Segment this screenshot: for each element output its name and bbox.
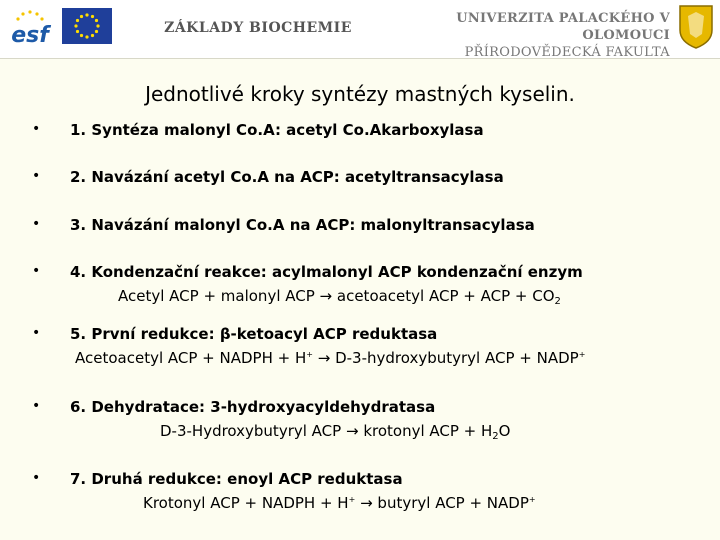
equation-reactants: Acetoacetyl ACP + NADPH + H <box>75 349 307 367</box>
subscript: 2 <box>554 296 561 307</box>
arrow-icon: → <box>319 287 333 305</box>
step-title: 5. První redukce: β-ketoacyl ACP reduktasa <box>70 325 438 343</box>
bullet: • <box>32 216 41 232</box>
bullet: • <box>32 398 41 414</box>
reaction-equation <box>143 494 536 512</box>
bullet: • <box>32 168 41 184</box>
course-title: ZÁKLADY BIOCHEMIE <box>164 20 352 36</box>
esf-text: esf <box>11 23 49 48</box>
superscript: + <box>578 350 586 359</box>
step-title: 6. Dehydratace: 3-hydroxyacyldehydratasa <box>70 398 436 416</box>
reaction-equation <box>118 287 561 307</box>
arrow-icon: → <box>345 422 359 440</box>
university-name: UNIVERZITA PALACKÉHO V OLOMOUCI <box>456 11 670 43</box>
subscript: 2 <box>492 431 499 442</box>
faculty-name: PŘÍRODOVĚDECKÁ FAKULTA <box>464 45 670 60</box>
bullet: • <box>32 263 41 279</box>
superscript: + <box>306 350 313 359</box>
bullet: • <box>32 470 41 486</box>
esf-logo-icon <box>4 6 56 48</box>
reaction-equation <box>160 422 510 442</box>
header-banner <box>0 0 720 59</box>
university-shield-icon <box>678 4 714 50</box>
university-block <box>400 10 670 61</box>
equation-products: butyryl ACP + NADP <box>372 494 529 512</box>
bullet: • <box>32 121 41 137</box>
step-title: 2. Navázání acetyl Co.A na ACP: acetyltransacylasa <box>70 168 504 186</box>
step-title: 7. Druhá redukce: enoyl ACP reduktasa <box>70 470 403 488</box>
equation-tail: O <box>498 422 511 440</box>
equation-products: acetoacetyl ACP + ACP + CO <box>332 287 555 305</box>
arrow-icon: → <box>317 349 331 367</box>
arrow-icon: → <box>360 494 373 512</box>
superscript: + <box>348 495 356 504</box>
equation-reactants: D-3-Hydroxybutyryl ACP <box>160 422 346 440</box>
bullet: • <box>32 325 41 341</box>
equation-products: krotonyl ACP + H <box>358 422 493 440</box>
step-title: 1. Syntéza malonyl Co.A: acetyl Co.Akarboxylasa <box>70 121 484 139</box>
step-title: 4. Kondenzační reakce: acylmalonyl ACP kondenzační enzym <box>70 263 583 281</box>
superscript: + <box>528 495 536 504</box>
step-title: 3. Navázání malonyl Co.A na ACP: malonyltransacylasa <box>70 216 535 234</box>
equation-reactants: Acetyl ACP + malonyl ACP <box>118 287 320 305</box>
slide-title: Jednotlivé kroky syntézy mastných kyselin. <box>145 82 575 106</box>
eu-flag-icon <box>62 8 112 44</box>
reaction-equation <box>75 349 585 367</box>
equation-reactants: Krotonyl ACP + NADPH + H <box>143 494 349 512</box>
equation-products: D-3-hydroxybutyryl ACP + NADP <box>330 349 579 367</box>
